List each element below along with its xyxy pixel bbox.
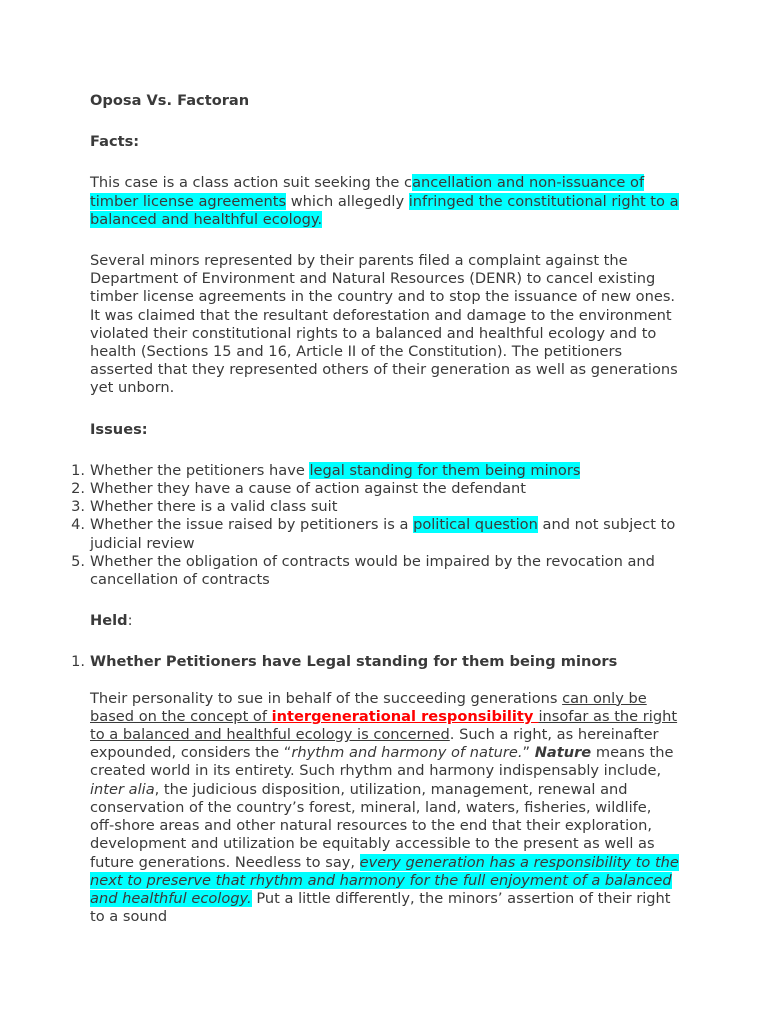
facts-p1-highlight-2: infringed the constitutional right to a balanced and healthful ecology. [90, 192, 679, 228]
held-heading-text: Held [90, 612, 128, 630]
held-text-5: . Such a right, as hereinafter expounded, considers the “ [90, 726, 659, 762]
document-title: Oposa Vs. Factoran [90, 92, 250, 109]
facts-p1-highlight-1: ancellation and non-issuance of timber license agreements [90, 174, 645, 210]
issues-list [71, 461, 680, 589]
issue-item [71, 552, 680, 589]
issue-text: Whether there is a valid class suit [90, 498, 338, 516]
held-italic-1: rhythm and harmony of nature. [291, 744, 523, 762]
held-underline-2: insofar as the right to a balanced and healthful ecology is concerned [90, 707, 678, 744]
held-paragraph [90, 690, 680, 927]
issues-heading: Issues: [90, 420, 148, 438]
issue-highlight: legal standing for them being minors [309, 461, 581, 479]
held-text-11: , the judicious disposition, utilization, management, renewal and conservation of the country’s forest, mineral, land, waters, fisheries, wildlife, off-shore areas and other natural resources to the end that their exploration, development and utilization be equitably accessible to the present as well as future generations. Needless to say, [90, 780, 655, 871]
issue-item [71, 516, 680, 552]
facts-heading: Facts: [90, 133, 140, 151]
held-bold-italic-nature: Nature [534, 744, 592, 762]
issue-text: Whether the issue raised by petitioners is a [90, 516, 414, 534]
held-emphasis-red: intergenerational responsibility [271, 707, 539, 725]
held-heading-colon: : [127, 612, 133, 630]
held-italic-2: inter alia [90, 780, 155, 798]
held-item-number: 1. [71, 653, 85, 671]
held-text-9: means the created world in its entirety. Such rhythm and harmony indispensably include, [90, 744, 674, 780]
issue-item [71, 498, 680, 516]
issue-number: 2. [71, 480, 85, 498]
issue-item [71, 461, 680, 480]
issue-number: 5. [71, 552, 85, 570]
issue-text: Whether they have a cause of action against the defendant [90, 480, 526, 498]
issue-number: 1. [71, 461, 85, 479]
held-item-text: Whether Petitioners have Legal standing for them being minors [90, 653, 618, 671]
held-highlight-italic: every generation has a responsibility to the next to preserve that rhythm and harmony for the full enjoyment of a balanced and healthful ecology. [90, 853, 679, 907]
facts-paragraph-2: Several minors represented by their parents filed a complaint against the Department of Environment and Natural Resources (DENR) to cancel existing timber license agreements in the country and to stop the issuance of new ones. It was claimed that the resultant deforestation and damage to the environment violated their constitutional rights to a balanced and healthful ecology and to health (Sections 15 and 16, Article II of the Constitution). The petitioners asserted that they represented others of their generation as well as generations yet unborn. [90, 252, 678, 397]
issue-highlight: political question [413, 516, 538, 534]
document-body [71, 92, 680, 949]
issue-item [71, 480, 680, 498]
facts-paragraph-1 [90, 174, 680, 229]
facts-p1-text-c: which allegedly [286, 192, 409, 210]
held-text-7: ” [522, 744, 535, 762]
held-heading [90, 612, 680, 630]
held-item-heading [71, 653, 680, 671]
issue-number: 3. [71, 498, 85, 516]
issue-number: 4. [71, 516, 85, 534]
facts-p1-text-a: This case is a class action suit seeking the c [90, 174, 413, 192]
issue-text: Whether the petitioners have [90, 461, 310, 479]
issue-text: Whether the obligation of contracts would be impaired by the revocation and cancellation of contracts [90, 552, 655, 589]
held-text-1: Their personality to sue in behalf of the succeeding generations [90, 689, 563, 707]
held-underline-1: can only be based on the concept of [90, 689, 647, 725]
held-text-13: Put a little differently, the minors’ assertion of their right to a sound [90, 889, 671, 926]
issue-text-post: and not subject to judicial review [90, 516, 676, 552]
